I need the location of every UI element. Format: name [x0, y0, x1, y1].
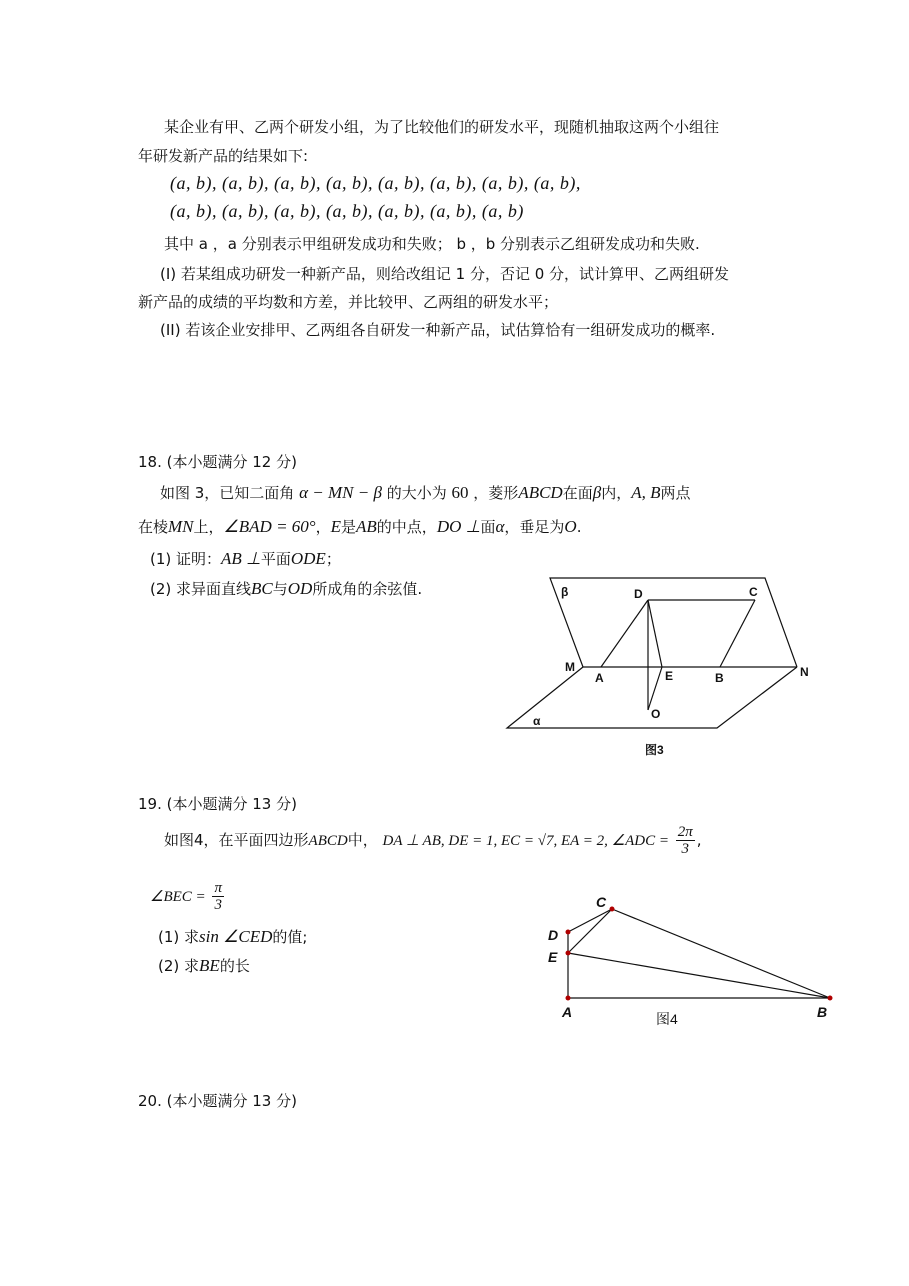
label-a: A	[562, 1004, 573, 1020]
p18-p2-m1: BC	[251, 579, 273, 598]
label-c: C	[749, 585, 758, 599]
label-e: E	[665, 669, 674, 683]
label-d: D	[634, 587, 643, 601]
label-beta: β	[561, 585, 569, 599]
p18-l2-a: 在棱	[138, 518, 169, 536]
p19-frac-bec	[212, 880, 224, 913]
point-e	[566, 951, 571, 956]
p17-part1-line1: (I) 若某组成功研发一种新产品，则给改组记 1 分，否记 0 分，试计算甲、乙两组研发	[160, 265, 730, 283]
p18-p2-c: 所成角的余弦值.	[312, 580, 423, 598]
p19-part1	[158, 926, 307, 948]
p18-l1-m2: 60	[451, 483, 469, 502]
p18-p2-b: 与	[272, 580, 288, 598]
figure-3-caption: 图3	[645, 743, 664, 757]
p19-frac-bec-den: 3	[214, 897, 222, 913]
p17-intro-line1: 某企业有甲、乙两个研发小组，为了比较他们的研发水平，现随机抽取这两个小组往	[164, 118, 720, 136]
point-d	[566, 930, 571, 935]
point-b	[828, 996, 833, 1001]
segment-eb	[568, 953, 830, 998]
p17-results-row1: (a, b), (a, b), (a, b), (a, b), (a, b), (a, b), (a, b), (a, b),	[170, 173, 581, 193]
p18-l2-d: 是	[341, 518, 357, 536]
p18-l2-f: 面	[480, 518, 496, 536]
p19-line1	[164, 822, 702, 859]
edge-de	[648, 600, 662, 667]
p19-l1-m1: ABCD	[308, 833, 348, 849]
p18-l2-m6: α	[495, 517, 505, 536]
p19-frac-adc	[676, 824, 695, 857]
label-c: C	[596, 894, 607, 910]
label-m: M	[565, 660, 575, 674]
p19-p1-a: (1) 求	[158, 928, 200, 946]
p18-l1-d: 在面	[562, 484, 593, 502]
p18-p1-a: (1) 证明：	[150, 550, 222, 568]
label-b: B	[715, 671, 724, 685]
p19-frac-adc-den: 3	[681, 841, 690, 857]
segment-cb	[612, 909, 830, 998]
p18-heading: 18. (本小题满分 12 分)	[138, 453, 297, 471]
p19-frac-bec-num: π	[214, 880, 222, 896]
edge-oe	[648, 667, 662, 710]
p19-p2-a: (2) 求	[158, 957, 200, 975]
p18-l2-c: ，	[315, 518, 331, 536]
p19-l1-b: 中，	[347, 831, 378, 849]
label-a: A	[595, 671, 604, 685]
label-b: B	[817, 1004, 828, 1020]
p19-frac-adc-num: 2π	[677, 824, 693, 840]
figure-3-svg	[495, 570, 825, 770]
p18-l1-m3: ABCD	[518, 483, 563, 502]
p18-p1-c: ；	[325, 550, 341, 568]
p18-part2	[150, 578, 422, 600]
p17-intro-line2: 年研发新产品的结果如下:	[138, 147, 309, 165]
p18-l1-f: 两点	[660, 484, 691, 502]
point-a	[566, 996, 571, 1001]
p18-l1-e: 内，	[601, 484, 632, 502]
p19-heading: 19. (本小题满分 13 分)	[138, 795, 297, 813]
figure-4-caption: 图4	[656, 1011, 678, 1027]
p18-l1-a: 如图 3，已知二面角	[160, 484, 295, 502]
p18-l2-m2: ∠BAD = 60°	[223, 517, 316, 536]
p19-l2-m1: ∠BEC =	[150, 889, 206, 905]
p19-p2-b: 的长	[219, 957, 250, 975]
p18-p2-a: (2) 求异面直线	[150, 580, 252, 598]
p18-p1-b: 平面	[260, 550, 291, 568]
point-c	[610, 907, 615, 912]
p19-p1-m: sin ∠CED	[199, 927, 273, 946]
p18-l2-b: 上，	[193, 518, 224, 536]
p18-line1	[160, 482, 691, 504]
label-d: D	[548, 927, 559, 943]
figure-4-svg	[540, 890, 840, 1030]
p18-l2-m5: DO ⊥	[436, 517, 481, 536]
p17-legend: 其中 a ，a 分别表示甲组研发成功和失败； b ，b 分别表示乙组研发成功和失败.	[164, 235, 700, 253]
p18-l2-m3: E	[330, 517, 341, 536]
p19-line2	[150, 878, 226, 915]
p18-p1-m2: ODE	[290, 549, 326, 568]
figure-4	[540, 890, 840, 1030]
segment-dc	[568, 909, 612, 932]
label-e: E	[548, 949, 558, 965]
edge-ad	[601, 600, 648, 667]
p18-part1	[150, 548, 341, 570]
p19-part2	[158, 955, 250, 977]
label-n: N	[800, 665, 809, 679]
p18-l1-b: 的大小为	[386, 484, 447, 502]
p20-heading: 20. (本小题满分 13 分)	[138, 1092, 297, 1110]
p18-l2-h: .	[576, 518, 582, 536]
p18-l1-c: ，菱形	[473, 484, 519, 502]
p18-line2	[138, 516, 581, 538]
p19-p1-b: 的值;	[272, 928, 308, 946]
p19-l1-m2: DA ⊥ AB, DE = 1, EC = √7, EA = 2, ∠ADC =	[382, 833, 669, 849]
p19-l1-a: 如图4，在平面四边形	[164, 831, 309, 849]
p18-l2-m4: AB	[356, 517, 377, 536]
p17-results-row2: (a, b), (a, b), (a, b), (a, b), (a, b), (a, b), (a, b)	[170, 201, 524, 221]
p18-l1-m4: β	[592, 483, 602, 502]
label-alpha: α	[533, 714, 541, 728]
p19-p2-m: BE	[199, 956, 220, 975]
p19-l1-c: ,	[696, 831, 702, 849]
p18-p2-m2: OD	[287, 579, 313, 598]
p17-part2-line1: (II) 若该企业安排甲、乙两组各自研发一种新产品，试估算恰有一组研发成功的概率.	[160, 321, 716, 339]
p18-l2-e: 的中点，	[376, 518, 437, 536]
p17-part1-line2: 新产品的成绩的平均数和方差，并比较甲、乙两组的研发水平；	[138, 293, 559, 311]
p18-l1-m1: α − MN − β	[299, 483, 382, 502]
figure-3	[495, 570, 825, 770]
plane-beta-outline	[550, 578, 797, 667]
segment-ec	[568, 909, 612, 953]
label-o: O	[651, 707, 661, 721]
p18-l2-m1: MN	[168, 517, 194, 536]
p18-l2-g: ，垂足为	[504, 518, 565, 536]
p18-l2-m7: O	[564, 517, 577, 536]
p18-l1-m5: A, B	[631, 483, 661, 502]
edge-bc	[720, 600, 755, 667]
p18-p1-m: AB ⊥	[221, 549, 261, 568]
